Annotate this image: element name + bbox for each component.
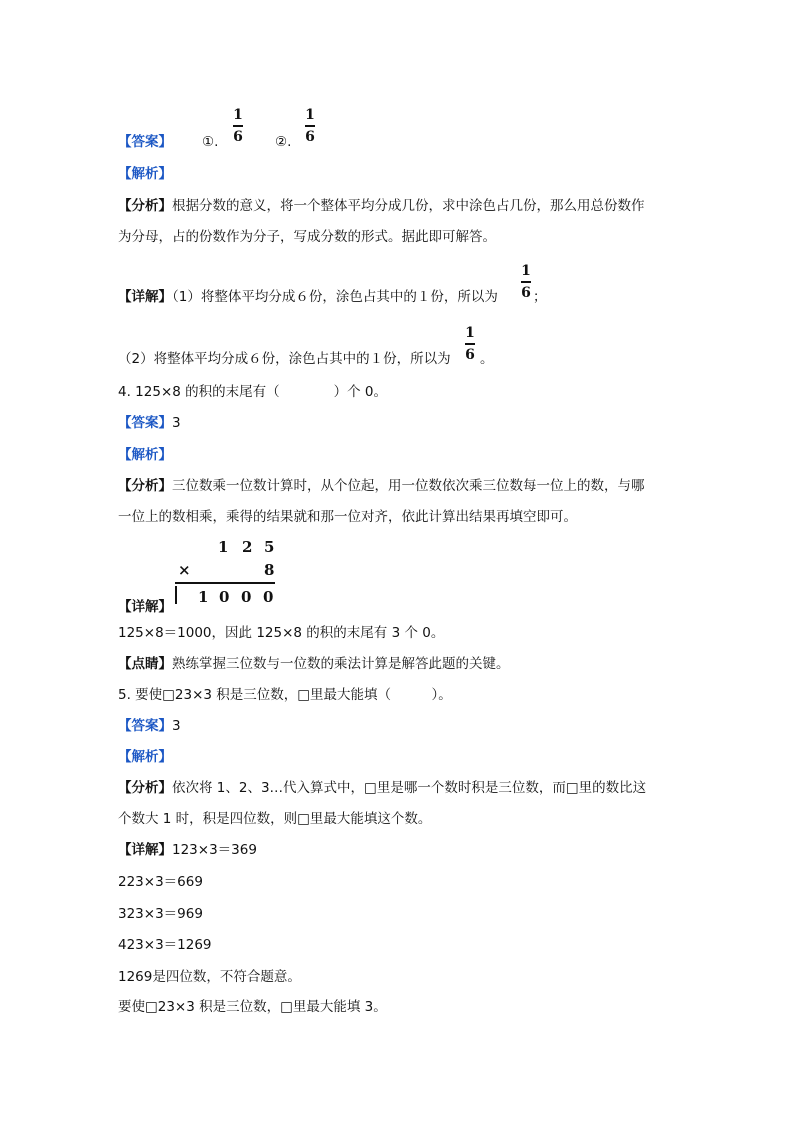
denominator: 6	[465, 346, 475, 363]
fenxi-tag: 【分析】	[118, 780, 172, 796]
calc-bracket	[175, 586, 177, 604]
fenxi-text: 三位数乘一位数计算时，从个位起，用一位数依次乘三位数每一位上的数，与哪	[172, 478, 645, 494]
answer-tag: 【答案】	[118, 718, 172, 734]
q3-fraction-1	[233, 108, 243, 145]
dianjing-text: 熟练掌握三位数与一位数的乘法计算是解答此题的关键。	[172, 656, 510, 672]
fraction-bar	[521, 281, 531, 283]
answer-tag: 【答案】	[118, 134, 172, 150]
calc-line-4: 423×3＝1269	[118, 937, 212, 953]
q3-detail-line2: （2）将整体平均分成６份，涂色占其中的１份，所以为	[118, 351, 451, 367]
q4-question: 4. 125×8 的积的末尾有（ ）个 0。	[118, 384, 388, 400]
fenxi-tag: 【分析】	[118, 478, 172, 494]
q3-analysis-tag: 【解析】	[118, 166, 172, 182]
q5-detail-row	[118, 841, 257, 859]
numerator: 1	[305, 107, 315, 123]
calc-underline	[175, 582, 275, 584]
q4-fenxi-line1	[118, 477, 645, 495]
answer-value: 3	[172, 415, 181, 431]
answer-tag: 【答案】	[118, 415, 172, 431]
conclusion-line-2: 要使□23×3 积是三位数，□里最大能填 3。	[118, 999, 387, 1015]
detail-text: （1）将整体平均分成６份，涂色占其中的１份，所以为	[172, 289, 498, 305]
q3-detail1-fraction	[521, 264, 531, 301]
q5-answer-row	[118, 717, 181, 735]
detail-tag: 【详解】	[118, 289, 172, 305]
q3-item2-label: ②.	[275, 134, 292, 150]
dianjing-tag: 【点睛】	[118, 656, 172, 672]
calc-line-2: 223×3＝669	[118, 874, 203, 890]
q4-detail-line: 125×8＝1000，因此 125×8 的积的末尾有 3 个 0。	[118, 625, 445, 641]
q3-item1-label: ①.	[202, 134, 219, 150]
digit-result-1: 1	[198, 588, 209, 606]
q3-answer-row	[118, 133, 172, 151]
fenxi-text: 根据分数的意义，将一个整体平均分成几份，求中涂色占几份，那么用总份数作	[172, 198, 645, 214]
fraction-bar	[465, 343, 475, 345]
digit-result-2: 0	[219, 588, 230, 606]
digit-result-3: 0	[241, 588, 252, 606]
denominator: 6	[233, 128, 243, 145]
fenxi-text: 依次将 1、2、3…代入算式中，□里是哪一个数时积是三位数，而□里的数比这	[172, 780, 647, 796]
q4-analysis-tag: 【解析】	[118, 447, 172, 463]
q5-fenxi-line1	[118, 779, 646, 797]
q4-answer-row	[118, 414, 181, 432]
q3-detail1-end: ；	[533, 289, 547, 305]
fraction-bar	[305, 125, 315, 127]
numerator: 1	[521, 263, 531, 279]
digit-top-1: 1	[218, 538, 229, 556]
q4-fenxi-line2: 一位上的数相乘，乘得的结果就和那一位对齐，依此计算出结果再填空即可。	[118, 509, 577, 525]
fraction-bar	[233, 125, 243, 127]
digit-result-4: 0	[263, 588, 274, 606]
denominator: 6	[305, 128, 315, 145]
q5-fenxi-line2: 个数大 1 时，积是四位数，则□里最大能填这个数。	[118, 811, 432, 827]
answer-value: 3	[172, 718, 181, 734]
calc-line-3: 323×3＝969	[118, 906, 203, 922]
q3-detail-line1	[118, 288, 498, 306]
conclusion-line-1: 1269是四位数，不符合题意。	[118, 969, 301, 985]
digit-top-2: 2	[242, 538, 253, 556]
calc-line-1: 123×3＝369	[172, 842, 257, 858]
numerator: 1	[233, 107, 243, 123]
digit-top-3: 5	[264, 538, 275, 556]
q3-fenxi-line1	[118, 197, 645, 215]
q3-detail2-end: 。	[480, 351, 494, 367]
q3-detail2-fraction	[465, 326, 475, 363]
q5-analysis-tag: 【解析】	[118, 749, 172, 765]
numerator: 1	[465, 325, 475, 341]
q3-fraction-2	[305, 108, 315, 145]
digit-multiplier: 8	[264, 561, 275, 579]
q5-question: 5. 要使□23×3 积是三位数，□里最大能填（ ）。	[118, 687, 452, 703]
times-sign: ×	[178, 561, 191, 579]
fenxi-tag: 【分析】	[118, 198, 172, 214]
q4-detail-tag: 【详解】	[118, 599, 172, 615]
q3-fenxi-line2: 为分母，占的份数作为分子，写成分数的形式。据此即可解答。	[118, 229, 496, 245]
denominator: 6	[521, 284, 531, 301]
q4-dianjing-row	[118, 655, 510, 673]
detail-tag: 【详解】	[118, 842, 172, 858]
